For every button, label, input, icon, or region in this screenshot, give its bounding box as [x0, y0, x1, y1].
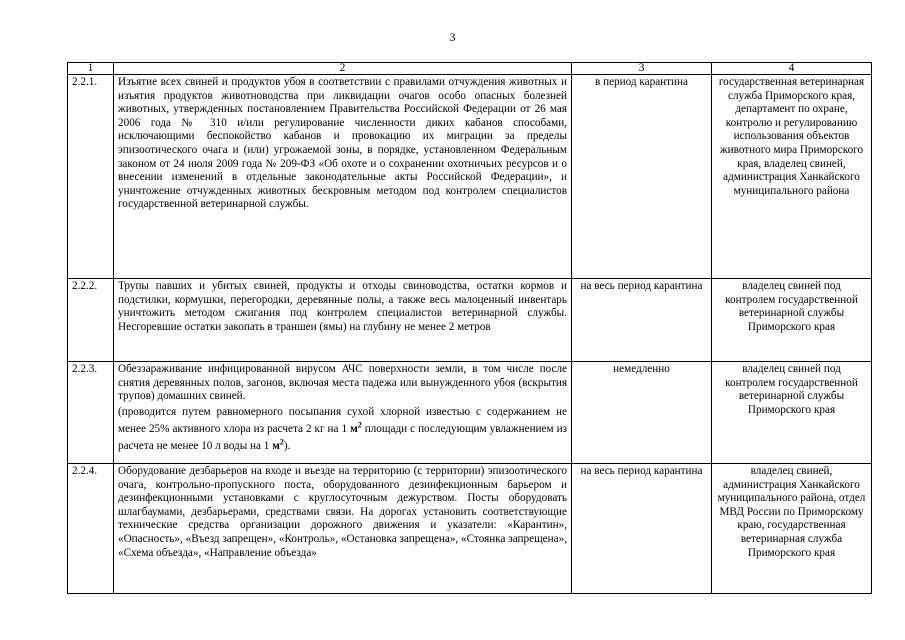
row-number: 2.2.2. — [68, 279, 114, 362]
unit-m: м — [272, 439, 280, 452]
responsible-party: владелец свиней под контролем государственной ветеринарной службы Приморского края — [712, 362, 872, 464]
column-header-1: 1 — [68, 63, 114, 75]
table-row — [68, 362, 872, 464]
measure-description-part-1: Обеззараживание инфицированной вирусом АЧС поверхности земли, в том числе после снятия деревянных полов, загонов, включая места падежа или вынужденного убоя (вскрытия трупов) домашних свиней. — [118, 363, 567, 403]
responsible-party: владелец свиней, администрация Ханкайского муниципального района, отдел МВД России по Приморскому краю, государственная ветеринарная служба Приморского края — [712, 464, 872, 594]
measure-description: Изъятие всех свиней и продуктов убоя в соответствии с правилами отчуждения животных и изъятия продуктов животноводства при ликвидации очагов особо опасных болезней животных, утвержденных постановлением Правительства Российской Федерации от 26 мая 2006 года № 310 и/или регулирование численности диких кабанов способами, исключающими беспокойство кабанов и провокацию их миграции за пределы эпизоотического очага и (или) угрожаемой зоны, в порядке, установленном Федеральным законом от 24 июля 2009 года № 209-ФЗ «Об охоте и о сохранении охотничьих ресурсов и о внесении изменений в отдельные законодательные акты Российской Федерации», и уничтожение отчужденных животных бескровным методом под контролем специалистов государственной ветеринарной службы. — [114, 75, 572, 279]
description-text-a: (проводится путем равномерного посыпания сухой хлорной известью с содержанием не менее 25% активного хлора из расчета 2 кг на 1 — [118, 405, 567, 435]
responsible-party: владелец свиней под контролем государственной ветеринарной службы Приморского края — [712, 279, 872, 362]
row-number: 2.2.1. — [68, 75, 114, 279]
measures-table — [67, 62, 872, 594]
table-row — [68, 279, 872, 362]
unit-superscript: 2 — [357, 420, 362, 430]
measure-term: на весь период карантина — [572, 464, 712, 594]
table-row — [68, 464, 872, 594]
column-header-4: 4 — [712, 63, 872, 75]
measure-term: немедленно — [572, 362, 712, 464]
measure-term: в период карантина — [572, 75, 712, 279]
measure-description-part-2 — [118, 404, 567, 455]
unit-superscript: 2 — [279, 437, 284, 447]
table-row — [68, 75, 872, 279]
column-header-3: 3 — [572, 63, 712, 75]
description-text-c: ). — [283, 439, 291, 452]
page-number: 3 — [449, 30, 456, 44]
unit-m: м — [350, 422, 358, 435]
row-number: 2.2.4. — [68, 464, 114, 594]
description-text-b: площади с последующим увлажнением из расчета не менее 10 л воды на 1 — [118, 422, 567, 452]
responsible-party: государственная ветеринарная служба Приморского края, департамент по охране, контролю и регулированию использования объектов животного мира Приморского края, владелец свиней, администрация Ханкайского муниципального района — [712, 75, 872, 279]
measure-description: Трупы павших и убитых свиней, продукты и отходы свиноводства, остатки кормов и подстилки, кормушки, перегородки, деревянные полы, а также весь малоценный инвентарь уничтожить методом сжигания под контролем специалистов ветеринарной службы. Несгоревшие остатки закопать в траншеи (ямы) на глубину не менее 2 метров — [114, 279, 572, 362]
header-row — [68, 63, 872, 75]
column-header-2: 2 — [114, 63, 572, 75]
measure-description — [114, 362, 572, 464]
measure-term: на весь период карантина — [572, 279, 712, 362]
measure-description: Оборудование дезбарьеров на входе и въезде на территорию (с территории) эпизоотического очага, контрольно-пропускного поста, оборудованного дезинфекционным барьером и дезинфекционными установками с круглосуточным дежурством. Посты оборудовать шлагбаумами, дезбарьерами, средствами связи. На дорогах установить соответствующие технические средства организации дорожного движения и указатели: «Карантин», «Опасность», «Въезд запрещен», «Контроль», «Остановка запрещена», «Стоянка запрещена», «Схема объезда», «Направление объезда» — [114, 464, 572, 594]
row-number: 2.2.3. — [68, 362, 114, 464]
